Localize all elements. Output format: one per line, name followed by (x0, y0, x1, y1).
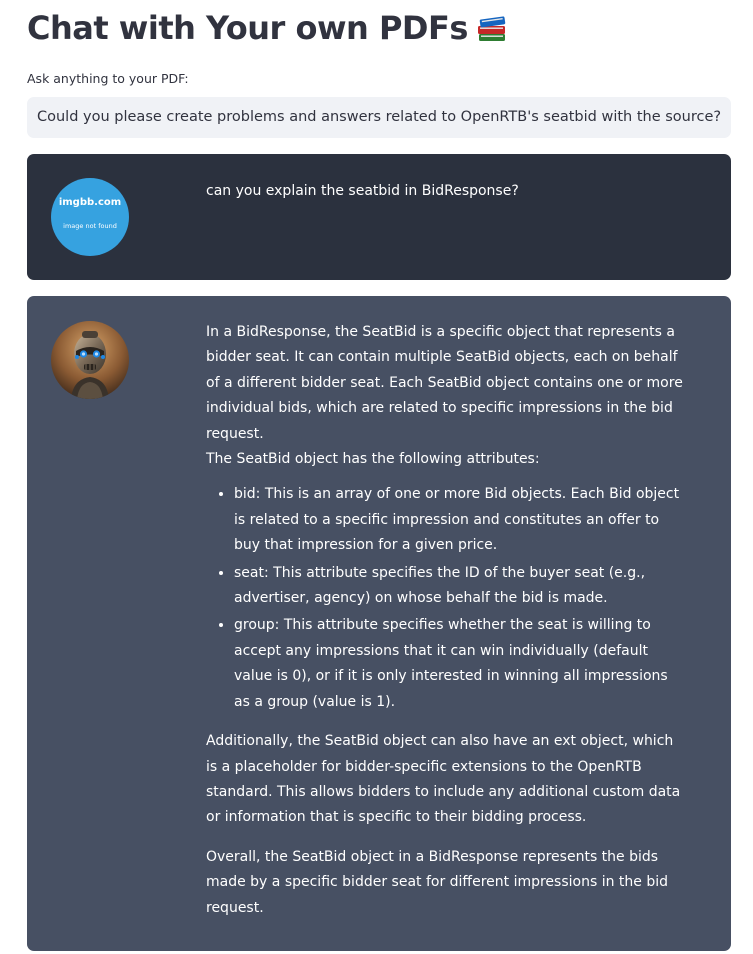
query-label: Ask anything to your PDF: (27, 71, 189, 86)
avatar-placeholder-subtext: image not found (63, 222, 117, 230)
books-emoji-icon (476, 10, 508, 54)
bot-attributes-heading: The SeatBid object has the following attributes: (206, 451, 540, 468)
question-input[interactable]: Could you please create problems and answers related to OpenRTB's seatbid with the source? (27, 97, 731, 138)
avatar-placeholder-text: imgbb.com (58, 197, 122, 208)
list-item: • bid: This is an array of one or more Bid objects. Each Bid object is related to a specific impression and constitutes an offer to buy that impression for a given price. (234, 482, 684, 558)
page-title (27, 6, 508, 54)
page-title-text: Chat with Your own PDFs (27, 9, 468, 47)
list-item: • group: This attribute specifies whether the seat is willing to accept any impressions that it can win individually (default value is 0), or if it is only interested in winning all impressions as a group (value is 1). (234, 613, 684, 715)
bot-message-text (206, 320, 684, 921)
list-item: • seat: This attribute specifies the ID of the buyer seat (e.g., advertiser, agency) on whose behalf the bid is made. (234, 561, 684, 612)
user-message-text: can you explain the seatbid in BidResponse? (206, 183, 519, 199)
bot-intro-paragraph: In a BidResponse, the SeatBid is a specific object that represents a bidder seat. It can contain multiple SeatBid objects, each on behalf of a different bidder seat. Each SeatBid object contains one or more individual bids, which are related to specific impressions in the bid request. (206, 324, 683, 442)
bot-message (27, 296, 731, 951)
robot-avatar-icon (51, 321, 129, 399)
bot-overall-paragraph: Overall, the SeatBid object in a BidResponse represents the bids made by a specific bidder seat for different impressions in the bid request. (206, 848, 669, 916)
user-message (27, 154, 731, 280)
bot-additional-paragraph: Additionally, the SeatBid object can also have an ext object, which is a placeholder for bidder-specific extensions to the OpenRTB standard. This allows bidders to include any additional custom data or information that is specific to their bidding process. (206, 733, 681, 826)
attributes-list (206, 482, 684, 715)
user-avatar (51, 178, 129, 256)
bot-avatar (51, 321, 129, 399)
